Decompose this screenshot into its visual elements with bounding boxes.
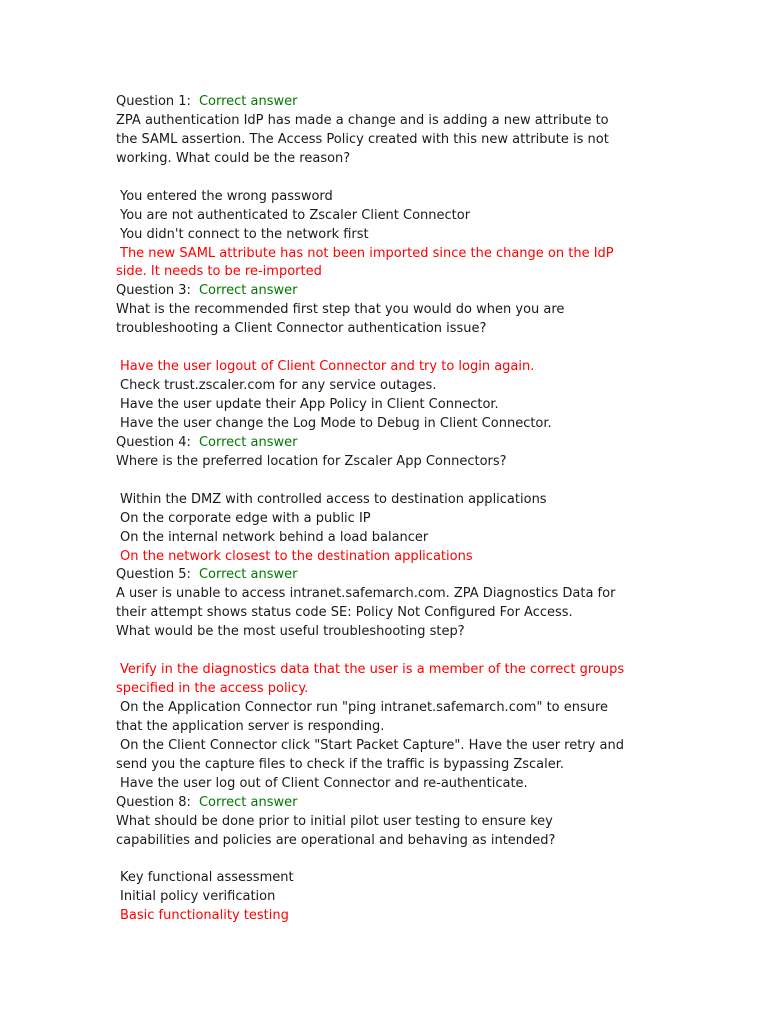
question-text: Where is the preferred location for Zscaler App Connectors? <box>116 453 507 469</box>
question-text: What is the recommended first step that you would do when you are <box>116 302 565 318</box>
spacer <box>116 472 676 491</box>
answer-option-correct <box>116 907 676 926</box>
answer-option <box>116 737 676 775</box>
question-text: troubleshooting a Client Connector authentication issue? <box>116 321 487 337</box>
answer-option-text: Have the user change the Log Mode to Debug in Client Connector. <box>120 415 552 431</box>
question-text: What should be done prior to initial pilot user testing to ensure key <box>116 813 553 829</box>
question-label: Question 5: <box>116 567 191 583</box>
answer-option-text: On the Application Connector run "ping intranet.safemarch.com" to ensure <box>120 700 609 715</box>
question-text: A user is unable to access intranet.safemarch.com. ZPA Diagnostics Data for <box>116 586 616 602</box>
correct-answer-label: Correct answer <box>198 794 298 810</box>
question-block <box>116 794 676 927</box>
question-block <box>116 282 676 434</box>
question-text: What would be the most useful troubleshooting step? <box>116 624 465 640</box>
spacer <box>116 169 676 188</box>
answer-option <box>116 188 676 207</box>
answer-option-text: specified in the access policy. <box>116 681 309 697</box>
question-text: working. What could be the reason? <box>116 150 351 166</box>
question-header <box>116 93 676 112</box>
question-header <box>116 434 676 453</box>
correct-answer-label: Correct answer <box>198 283 298 299</box>
document-page <box>116 93 676 926</box>
question-label: Question 4: <box>116 434 191 450</box>
question-label: Question 3: <box>116 283 191 299</box>
answer-option-correct <box>116 245 676 283</box>
question-text: ZPA authentication IdP has made a change and is adding a new attribute to <box>116 112 609 128</box>
answer-option <box>116 491 676 510</box>
spacer <box>116 339 676 358</box>
answer-option-text: Within the DMZ with controlled access to destination applications <box>120 491 547 507</box>
answer-option-text: that the application server is responding. <box>116 718 385 734</box>
answer-option <box>116 396 676 415</box>
answer-option-text: Have the user log out of Client Connector and re-authenticate. <box>120 775 528 791</box>
answer-option-text: Check trust.zscaler.com for any service outages. <box>120 378 437 394</box>
answer-option <box>116 888 676 907</box>
answer-option-text: Key functional assessment <box>120 870 294 886</box>
question-label: Question 8: <box>116 794 191 810</box>
answer-option-text: Basic functionality testing <box>120 908 289 924</box>
answer-option <box>116 775 676 794</box>
correct-answer-label: Correct answer <box>198 434 298 450</box>
answer-option-text: Have the user update their App Policy in Client Connector. <box>120 397 499 412</box>
answer-option <box>116 510 676 529</box>
question-text: their attempt shows status code SE: Policy Not Configured For Access. <box>116 605 573 621</box>
answer-option <box>116 377 676 396</box>
question-block <box>116 93 676 282</box>
question-header <box>116 566 676 585</box>
question-text: the SAML assertion. The Access Policy created with this new attribute is not <box>116 131 609 147</box>
question-text: capabilities and policies are operational and behaving as intended? <box>116 832 556 848</box>
answer-option-text: On the network closest to the destination applications <box>120 548 473 564</box>
spacer <box>116 851 676 870</box>
answer-option-correct <box>116 548 676 567</box>
answer-option-text: You entered the wrong password <box>120 188 333 204</box>
question-label: Question 1: <box>116 94 191 109</box>
correct-answer-label: Correct answer <box>198 567 298 583</box>
answer-option <box>116 699 676 737</box>
question-header <box>116 282 676 301</box>
question-block <box>116 434 676 567</box>
answer-option-text: send you the capture files to check if the traffic is bypassing Zscaler. <box>116 756 565 772</box>
correct-answer-label: Correct answer <box>198 94 298 109</box>
answer-option-correct <box>116 358 676 377</box>
answer-option <box>116 226 676 245</box>
answer-option-text: side. It needs to be re-imported <box>116 264 322 280</box>
question-block <box>116 566 676 793</box>
answer-option-text: On the internal network behind a load balancer <box>120 529 429 545</box>
answer-option-text: Have the user logout of Client Connector and try to login again. <box>120 359 535 375</box>
answer-option-text: Verify in the diagnostics data that the user is a member of the correct groups <box>120 662 625 678</box>
answer-option-text: On the corporate edge with a public IP <box>120 510 371 526</box>
answer-option-text: You are not authenticated to Zscaler Client Connector <box>120 207 471 223</box>
spacer <box>116 642 676 661</box>
answer-option <box>116 415 676 434</box>
answer-option-correct <box>116 661 676 699</box>
answer-option-text: On the Client Connector click "Start Packet Capture". Have the user retry and <box>120 737 624 753</box>
answer-option-text: The new SAML attribute has not been imported since the change on the IdP <box>120 245 614 261</box>
question-header <box>116 794 676 813</box>
answer-option-text: You didn't connect to the network first <box>120 226 369 242</box>
answer-option <box>116 529 676 548</box>
answer-option-text: Initial policy verification <box>120 889 276 905</box>
answer-option <box>116 869 676 888</box>
answer-option <box>116 207 676 226</box>
